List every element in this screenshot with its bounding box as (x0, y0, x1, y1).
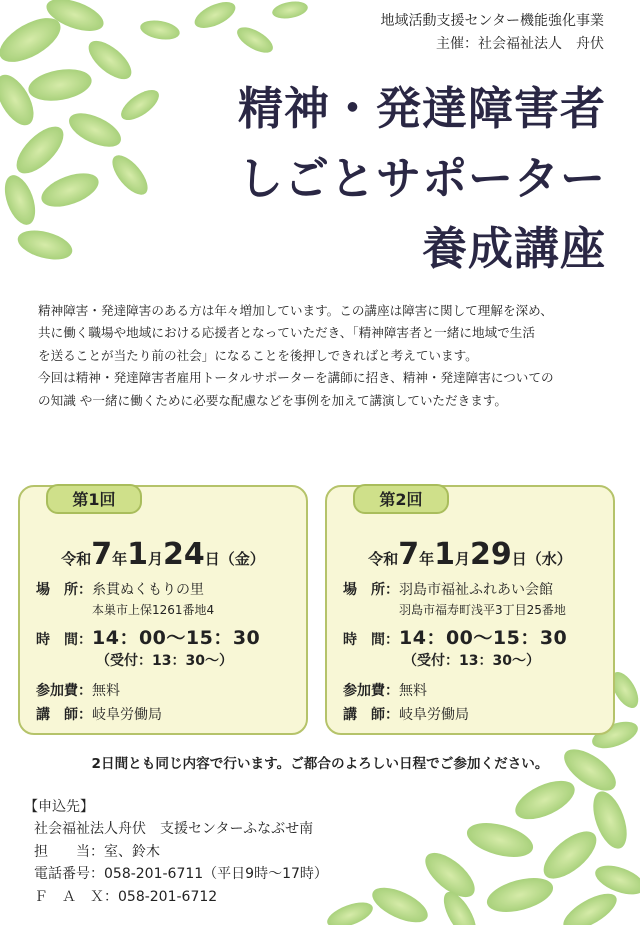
place-value: 糸貫ぬくもりの里 (92, 582, 204, 598)
reception-time: （受付：13：30～） (403, 653, 540, 669)
date-day: 29 (470, 537, 512, 572)
application-fax: Ｆ Ａ Ｘ：058-201-6712 (34, 888, 218, 905)
date-day-unit: 日 (204, 550, 220, 568)
date-day: 24 (163, 537, 205, 572)
schedule-notice: 2日間とも同じ内容で行います。ご都合のよろしい日程でご参加ください。 (91, 756, 549, 772)
session-date (327, 537, 613, 572)
intro-line: 共に働く職場や地域における応援者となっていただき、「精神障害者と一緒に地域で生活 (38, 325, 535, 341)
date-day-unit: 日 (511, 550, 527, 568)
lecturer-row (36, 704, 162, 724)
reception-time: （受付：13：30～） (96, 653, 233, 669)
application-phone: 電話番号：058-201-6711（平日9時～17時） (34, 866, 328, 883)
date-weekday: （水） (526, 550, 572, 568)
date-year-unit: 年 (419, 550, 435, 568)
organizer-host: 主催：社会福祉法人 舟伏 (436, 36, 604, 52)
time-label: 時 間： (36, 632, 92, 648)
place-row (343, 579, 553, 599)
session-card-1 (18, 485, 308, 735)
fee-label: 参加費： (36, 683, 92, 699)
date-era: 令和 (61, 550, 92, 568)
intro-line: 今回は精神・発達障害者雇用トータルサポーターを講師に招き、精神・発達障害についての (38, 370, 554, 386)
date-year: 7 (398, 537, 420, 572)
page-title-line2: しごとサポーター (237, 152, 606, 205)
fee-row (36, 680, 120, 700)
date-year-unit: 年 (112, 550, 128, 568)
time-value: 14：00～15：30 (92, 627, 261, 649)
place-label: 場 所： (36, 582, 92, 598)
lecturer-value: 岐阜労働局 (399, 707, 469, 723)
organizer-program: 地域活動支援センター機能強化事業 (380, 13, 604, 29)
intro-text (38, 300, 618, 412)
date-month-unit: 月 (147, 550, 163, 568)
place-value: 羽島市福祉ふれあい会館 (399, 582, 553, 598)
date-month: 1 (434, 537, 455, 572)
session-tab: 第2回 (353, 484, 449, 514)
application-heading: 【申込先】 (24, 799, 94, 815)
fee-row (343, 680, 427, 700)
place-address: 羽島市福寿町浅平3丁目25番地 (399, 603, 566, 617)
session-date (20, 537, 306, 572)
application-info (24, 796, 328, 908)
place-address: 本巣市上保1261番地4 (92, 603, 215, 617)
intro-line: 精神障害・発達障害のある方は年々増加しています。この講座は障害に関して理解を深め、 (38, 303, 553, 318)
lecturer-value: 岐阜労働局 (92, 707, 162, 723)
application-contact: 担 当：室、鈴木 (34, 843, 160, 860)
place-row (36, 579, 204, 599)
time-value: 14：00～15：30 (399, 627, 568, 649)
application-org: 社会福祉法人舟伏 支援センターふなぶせ南 (34, 821, 314, 838)
page-title-line1: 精神・発達障害者 (237, 82, 606, 135)
date-month-unit: 月 (454, 550, 470, 568)
fee-value: 無料 (399, 683, 427, 699)
time-label: 時 間： (343, 632, 399, 648)
date-month: 1 (127, 537, 148, 572)
date-era: 令和 (368, 550, 399, 568)
date-weekday: （金） (219, 550, 265, 568)
page-title-line3: 養成講座 (421, 222, 606, 275)
fee-label: 参加費： (343, 683, 399, 699)
lecturer-label: 講 師： (343, 707, 399, 723)
lecturer-label: 講 師： (36, 707, 92, 723)
place-label: 場 所： (343, 582, 399, 598)
intro-line: を送ることが当たり前の社会」になることを後押しできればと考えています。 (38, 347, 478, 363)
session-card-2 (325, 485, 615, 735)
date-year: 7 (91, 537, 113, 572)
fee-value: 無料 (92, 683, 120, 699)
session-tab: 第1回 (46, 484, 142, 514)
time-row (343, 623, 567, 650)
lecturer-row (343, 704, 469, 724)
time-row (36, 623, 260, 650)
intro-line: の知識 や一緒に働くために必要な配慮などを事例を加えて講演していただきます。 (38, 392, 507, 408)
